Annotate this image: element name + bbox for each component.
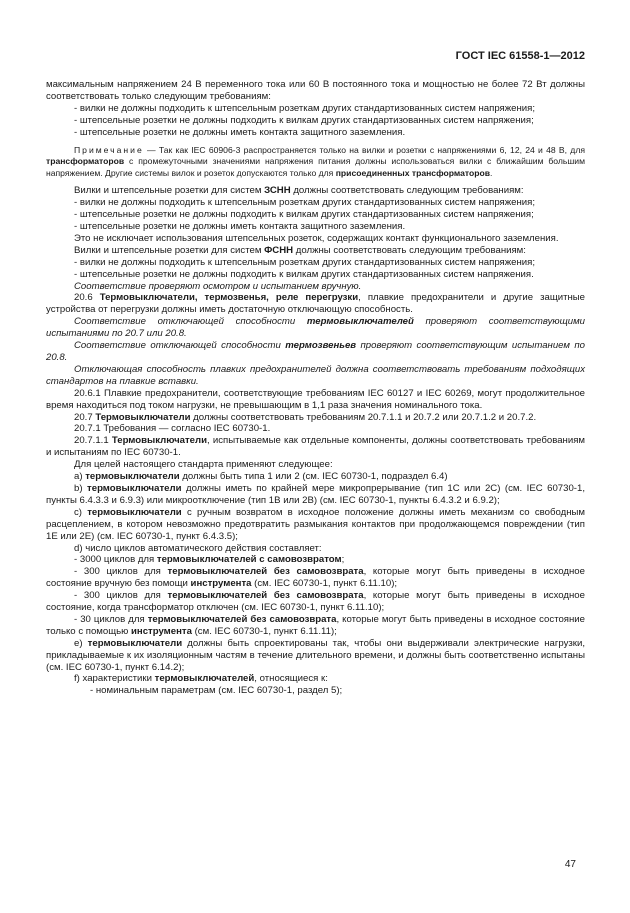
paragraph: f) характеристики термовыключателей, относящиеся к: xyxy=(74,673,328,685)
paragraph: Соответствие отключающей способности термовыключателей проверяют соответствующими испытаниями по 20.7 или 20.8. xyxy=(46,316,585,340)
paragraph: максимальным напряжением 24 В переменного тока или 60 В постоянного тока и мощностью не более 72 Вт должны соответствовать только следующим требованиям: xyxy=(46,79,585,102)
document-body xyxy=(46,79,585,697)
paragraph: 20.7.1 Требования — согласно IEC 60730-1. xyxy=(74,423,271,435)
paragraph: - штепсельные розетки не должны подходить к вилкам других стандартизованных систем напряжения; xyxy=(74,209,534,221)
paragraph: 20.7 Термовыключатели должны соответствовать требованиям 20.7.1.1 и 20.7.2 или 20.7.1.2 и 20.7.2. xyxy=(74,411,537,423)
paragraph: Соответствие проверяют осмотром и испытанием вручную. xyxy=(74,280,362,292)
paragraph: - штепсельные розетки не должны подходить к вилкам других стандартизованных систем напряжения; xyxy=(74,114,534,126)
paragraph: c) термовыключатели с ручным возвратом в исходное положение должны иметь механизм со свободным расцеплением, в котором невозможно предотвратить размыкания контактов при продолжающемся повреждении (тип 1E или 2E) (см. IEC 60730-1, пункт 6.4.3.5); xyxy=(46,506,585,542)
paragraph: 20.6 Термовыключатели, термозвенья, реле перегрузки, плавкие предохранители и другие защитные устройства от перегрузки должны иметь достаточную отключающую способность. xyxy=(46,292,586,316)
paragraph: - 300 циклов для термовыключателей без самовозврата, которые могут быть приведены в исходное состояние вручную без помощи инструмента (см. IEC 60730-1, пункт 6.11.10); xyxy=(46,566,585,590)
paragraph: - 30 циклов для термовыключателей без самовозврата, которые могут быть приведены в исходное состояние только с помощью инструмента (см. IEC 60730-1, пункт 6.11.11); xyxy=(46,613,585,637)
paragraph: e) термовыключатели должны быть спроектированы так, чтобы они выдерживали электрические нагрузки, прикладываемые к их изоляционным частям в течение длительного времени, и должны быть соответственно испытаны (см. IEC 60730-1, пункт 6.14.2); xyxy=(46,637,585,673)
paragraph: 20.6.1 Плавкие предохранители, соответствующие требованиям IEC 60127 и IEC 60269, могут продолжительное время находиться под током нагрузки, не превышающим в 1,1 раза значения номинального тока. xyxy=(46,387,585,411)
paragraph: - номинальным параметрам (см. IEC 60730-1, раздел 5); xyxy=(90,685,343,697)
paragraph: Вилки и штепсельные розетки для систем ЗСНН должны соответствовать следующим требованиям: xyxy=(74,185,524,197)
paragraph: d) число циклов автоматического действия составляет: xyxy=(74,542,322,554)
paragraph: Соответствие отключающей способности термозвеньев проверяют соответствующим испытанием по 20.8. xyxy=(46,340,585,363)
page-number: 47 xyxy=(564,859,576,870)
paragraph: - 3000 циклов для термовыключателей с самовозвратом; xyxy=(74,554,345,566)
document-header: ГОСТ IEC 61558-1—2012 xyxy=(455,50,585,62)
paragraph: Это не исключает использования штепсельных розеток, содержащих контакт функционального заземления. xyxy=(74,232,559,244)
paragraph: - штепсельные розетки не должны иметь контакта защитного заземления. xyxy=(74,126,406,138)
paragraph: - вилки не должны подходить к штепсельным розеткам других стандартизованных систем напряжения; xyxy=(74,197,536,209)
paragraph: b) термовыключатели должны иметь по крайней мере микропрерывание (тип 1C или 2C) (см. IEC 60730-1, пункты 6.4.3.3 и 6.9.3) или микроотключение (тип 1B или 2B) (см. IEC 60730-1, пункты 6.4.3.2 и 6.9.2); xyxy=(46,482,586,506)
paragraph: Для целей настоящего стандарта применяют следующее: xyxy=(74,459,333,471)
paragraph: Отключающая способность плавких предохранителей должна соответствовать требованиям подходящих стандартов на плавкие вставки. xyxy=(46,363,585,387)
paragraph: - вилки не должны подходить к штепсельным розеткам других стандартизованных систем напряжения; xyxy=(74,102,536,114)
paragraph: - штепсельные розетки не должны иметь контакта защитного заземления. xyxy=(74,221,406,233)
paragraph: - вилки не должны подходить к штепсельным розеткам других стандартизованных систем напряжения; xyxy=(74,256,536,268)
paragraph: Примечание — Так как IEC 60906-3 распространяется только на вилки и розетки с напряжениями 6, 12, 24 и 48 В, для трансформаторов с промежуточными значениями напряжения питания должны использоваться вилки с ближайшим большим напряжением. Другие системы вилок и розеток допускаются только для присоединенных трансформаторов. xyxy=(46,144,585,178)
paragraph: 20.7.1.1 Термовыключатели, испытываемые как отдельные компоненты, должны соответствовать требованиям и испытаниям по IEC 60730-1. xyxy=(46,435,586,459)
paragraph: - 300 циклов для термовыключателей без самовозврата, которые могут быть приведены в исходное состояние, когда трансформатор отключен (см. IEC 60730-1, пункт 6.11.10); xyxy=(46,590,585,614)
paragraph: Вилки и штепсельные розетки для систем ФСНН должны соответствовать следующим требованиям: xyxy=(74,244,526,256)
paragraph: - штепсельные розетки не должны подходить к вилкам других стандартизованных систем напряжения. xyxy=(74,268,534,280)
paragraph: a) термовыключатели должны быть типа 1 или 2 (см. IEC 60730-1, подраздел 6.4) xyxy=(74,471,448,483)
